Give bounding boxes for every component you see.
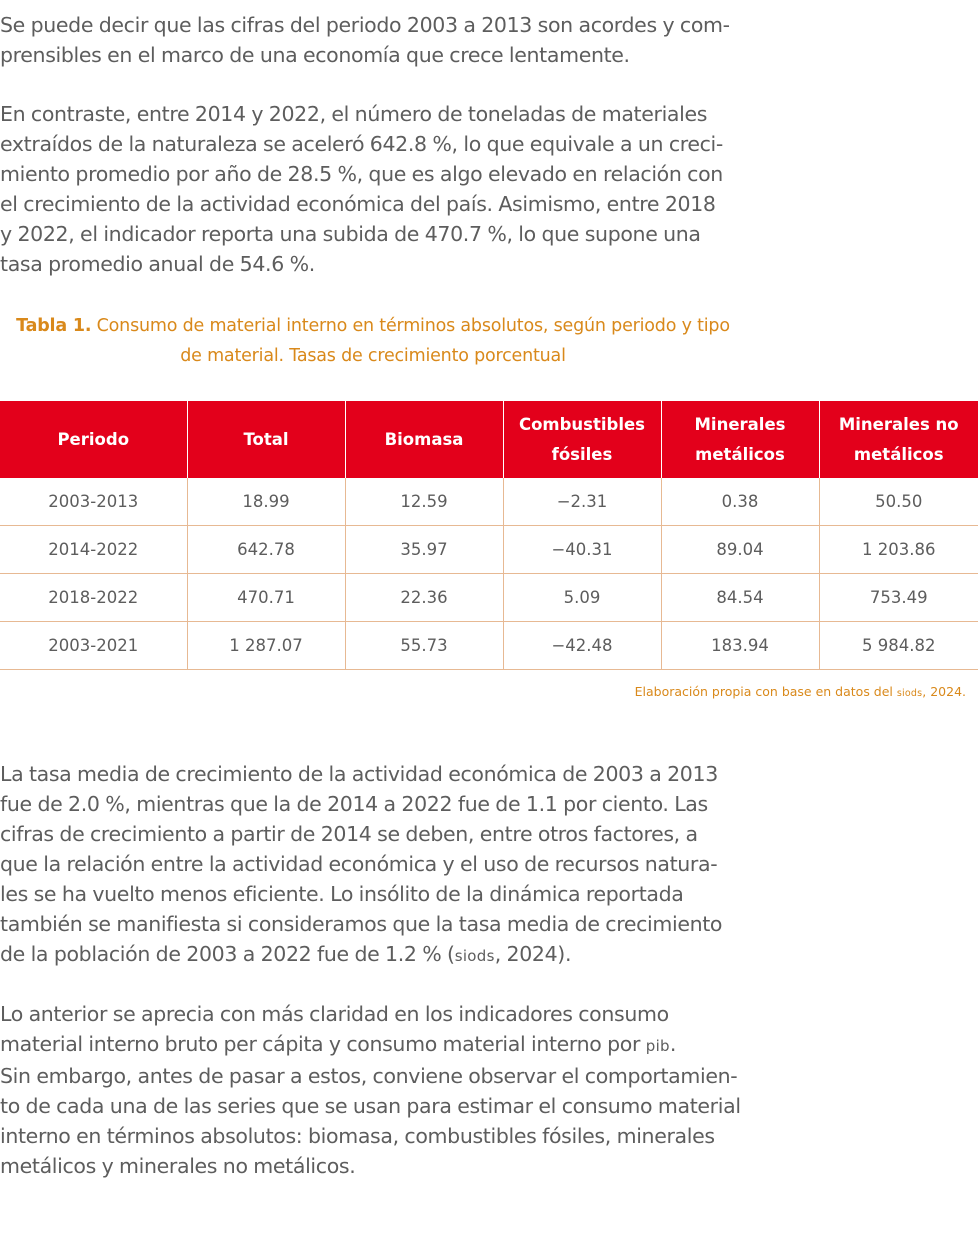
table-cell: 55.73 [345,622,503,670]
paragraph-3 [0,759,790,971]
pib-acronym: pib [645,1037,670,1055]
table-cell: 50.50 [819,478,978,526]
table-row [0,526,978,574]
table-cell: 5 984.82 [819,622,978,670]
text-line: miento promedio por año de 28.5 %, que es algo elevado en relación con [0,162,723,186]
source-acronym: siods [896,688,923,699]
table-cell: 2014-2022 [0,526,187,574]
table-row [0,478,978,526]
paragraph-1 [0,10,790,70]
text-line: to de cada una de las series que se usan para estimar el consumo material [0,1094,741,1118]
table-cell: 35.97 [345,526,503,574]
text-line: cifras de crecimiento a partir de 2014 se deben, entre otros factores, a [0,822,698,846]
header-combustibles-fosiles: Combustibles fósiles [503,401,661,478]
data-table [0,401,978,670]
caption-line [0,311,746,341]
source-text: Elaboración propia con base en datos del [634,684,897,699]
header-minerales-no-metalicos: Minerales no metálicos [819,401,978,478]
table-cell: 2018-2022 [0,574,187,622]
table-header-row [0,401,978,478]
text-line: Sin embargo, antes de pasar a estos, conviene observar el comportamien- [0,1064,738,1088]
table-cell: −42.48 [503,622,661,670]
text-line: En contraste, entre 2014 y 2022, el número de toneladas de materiales [0,102,708,126]
text-line: les se ha vuelto menos eficiente. Lo insólito de la dinámica reportada [0,882,684,906]
table-cell: 1 203.86 [819,526,978,574]
text-line: extraídos de la naturaleza se aceleró 642.8 %, lo que equivale a un creci- [0,132,723,156]
text-line: material interno bruto per cápita y consumo material interno por pib. [0,1032,677,1056]
table-cell: 2003-2013 [0,478,187,526]
header-biomasa: Biomasa [345,401,503,478]
text-line: Lo anterior se aprecia con más claridad en los indicadores consumo [0,1002,669,1026]
text-line: de la población de 2003 a 2022 fue de 1.2 % (siods, 2024). [0,942,572,966]
table-source-note [635,684,966,699]
table-caption [0,311,746,371]
text-line: el crecimiento de la actividad económica del país. Asimismo, entre 2018 [0,192,716,216]
header-total: Total [187,401,345,478]
table-cell: −40.31 [503,526,661,574]
table-cell: 5.09 [503,574,661,622]
caption-text: Consumo de material interno en términos absolutos, según periodo y tipo [91,316,730,336]
text-line: también se manifiesta si consideramos que la tasa media de crecimiento [0,912,723,936]
paragraph-4 [0,999,790,1181]
table-cell: 642.78 [187,526,345,574]
caption-label: Tabla 1. [16,316,92,336]
text-line: interno en términos absolutos: biomasa, combustibles fósiles, minerales [0,1124,715,1148]
source-year: , 2024. [922,684,966,699]
table-cell: 470.71 [187,574,345,622]
table-row [0,622,978,670]
text-line: que la relación entre la actividad económica y el uso de recursos natura- [0,852,718,876]
header-periodo: Periodo [0,401,187,478]
text-line: fue de 2.0 %, mientras que la de 2014 a 2022 fue de 1.1 por ciento. Las [0,792,708,816]
table-cell: 753.49 [819,574,978,622]
text-line: Se puede decir que las cifras del periodo 2003 a 2013 son acordes y com- [0,13,730,37]
table-cell: 2003-2021 [0,622,187,670]
siods-acronym: siods [454,947,495,965]
table-cell: −2.31 [503,478,661,526]
text-line: La tasa media de crecimiento de la actividad económica de 2003 a 2013 [0,762,718,786]
paragraph-2 [0,99,790,279]
table-cell: 0.38 [661,478,819,526]
table-cell: 183.94 [661,622,819,670]
text-line: tasa promedio anual de 54.6 %. [0,252,315,276]
text-line: prensibles en el marco de una economía que crece lentamente. [0,43,630,67]
table-cell: 84.54 [661,574,819,622]
table-cell: 89.04 [661,526,819,574]
table-cell: 22.36 [345,574,503,622]
header-minerales-metalicos: Minerales metálicos [661,401,819,478]
table-cell: 12.59 [345,478,503,526]
table-row [0,574,978,622]
text-line: y 2022, el indicador reporta una subida de 470.7 %, lo que supone una [0,222,701,246]
caption-line: de material. Tasas de crecimiento porcentual [180,346,566,366]
table-cell: 18.99 [187,478,345,526]
text-line: metálicos y minerales no metálicos. [0,1154,356,1178]
table-cell: 1 287.07 [187,622,345,670]
